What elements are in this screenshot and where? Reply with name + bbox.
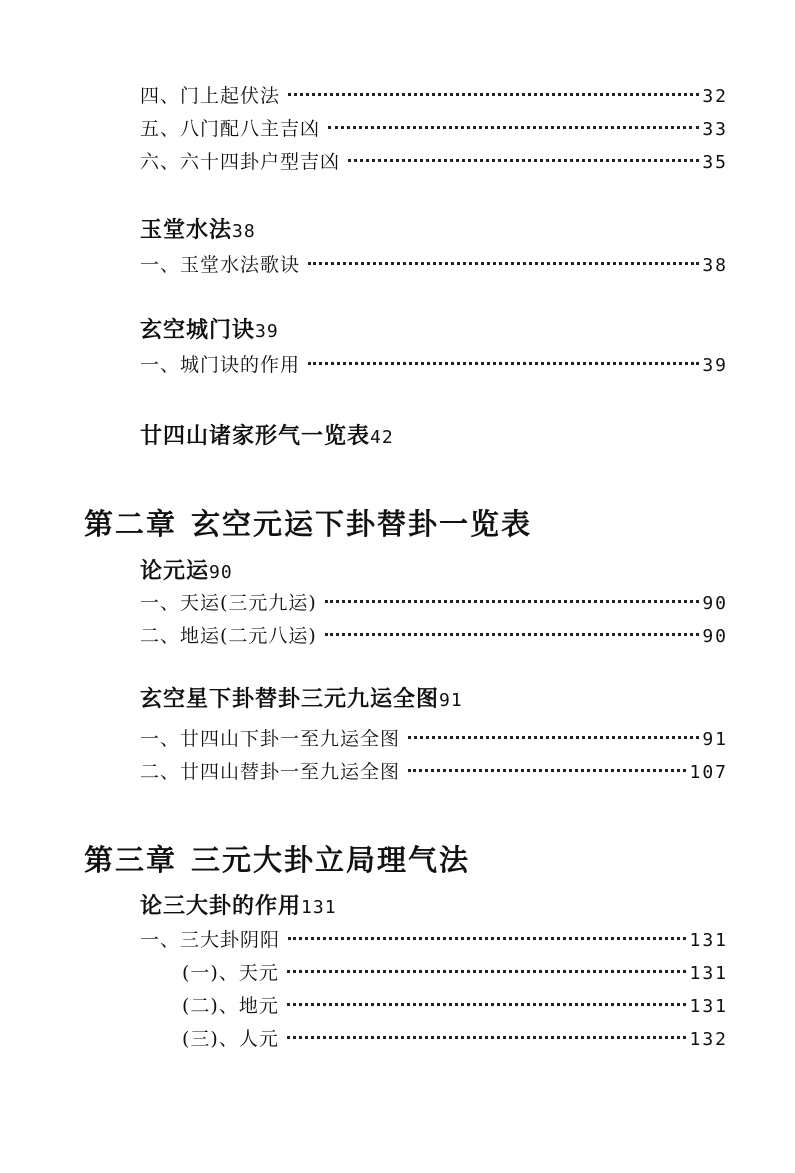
section-title: 玄空星下卦替卦三元九运全图 — [140, 687, 440, 712]
entry-label: 一、玉堂水法歌诀 — [140, 254, 301, 276]
toc-entry[interactable] — [140, 928, 728, 953]
chapter-title: 三元大卦立局理气法 — [191, 843, 471, 877]
section-page-number: 39 — [255, 321, 279, 342]
entry-label: (一)、天元 — [182, 962, 279, 984]
entry-label: 一、城门诀的作用 — [140, 354, 301, 376]
dot-leader — [287, 1003, 687, 1006]
section-page-number: 38 — [232, 221, 256, 242]
entry-label: 四、门上起伏法 — [140, 85, 281, 107]
toc-section-heading[interactable] — [140, 557, 233, 588]
entry-page-number: 90 — [702, 593, 728, 614]
chapter-heading[interactable] — [84, 504, 532, 544]
dot-leader — [325, 600, 699, 603]
toc-entry[interactable] — [140, 117, 728, 142]
section-title: 廿四山诸家形气一览表 — [140, 424, 371, 449]
entry-label: 一、天运(三元九运) — [140, 592, 317, 614]
toc-section-heading[interactable] — [140, 216, 256, 247]
section-page-number: 131 — [301, 897, 337, 918]
toc-section-heading[interactable] — [140, 685, 463, 716]
toc-entry[interactable] — [140, 84, 728, 109]
dot-leader — [408, 736, 699, 739]
toc-section-heading[interactable] — [140, 422, 394, 453]
chapter-heading[interactable] — [84, 840, 470, 880]
entry-page-number: 90 — [702, 626, 728, 647]
section-title: 论元运 — [140, 559, 210, 584]
dot-leader — [308, 262, 699, 265]
dot-leader — [328, 126, 699, 129]
entry-page-number: 39 — [702, 355, 728, 376]
section-title: 玄空城门诀 — [140, 318, 256, 343]
dot-leader — [308, 362, 699, 365]
toc-entry[interactable] — [140, 624, 728, 649]
toc-section-heading[interactable] — [140, 892, 337, 923]
entry-page-number: 38 — [702, 255, 728, 276]
entry-label: (三)、人元 — [182, 1028, 279, 1050]
section-page-number: 42 — [370, 427, 394, 448]
entry-page-number: 33 — [702, 119, 728, 140]
chapter-number: 第二章 — [84, 507, 178, 541]
dot-leader — [325, 633, 699, 636]
toc-entry[interactable] — [140, 727, 728, 752]
entry-page-number: 91 — [702, 729, 728, 750]
toc-section-heading[interactable] — [140, 316, 279, 347]
dot-leader — [288, 937, 686, 940]
toc-entry[interactable] — [140, 150, 728, 175]
entry-label: 二、廿四山替卦一至九运全图 — [140, 761, 401, 783]
section-title: 论三大卦的作用 — [140, 894, 302, 919]
dot-leader — [348, 159, 699, 162]
toc-entry[interactable] — [140, 353, 728, 378]
entry-label: (二)、地元 — [182, 995, 279, 1017]
section-title: 玉堂水法 — [140, 218, 233, 243]
dot-leader — [287, 1036, 687, 1039]
entry-page-number: 35 — [702, 152, 728, 173]
entry-page-number: 131 — [689, 963, 728, 984]
dot-leader — [408, 769, 686, 772]
entry-page-number: 131 — [689, 996, 728, 1017]
entry-label: 一、三大卦阴阳 — [140, 929, 281, 951]
section-page-number: 90 — [209, 562, 233, 583]
entry-label: 二、地运(二元八运) — [140, 625, 317, 647]
entry-page-number: 107 — [689, 762, 728, 783]
section-page-number: 91 — [439, 690, 463, 711]
dot-leader — [288, 93, 699, 96]
dot-leader — [287, 970, 687, 973]
entry-label: 六、六十四卦户型吉凶 — [140, 151, 341, 173]
toc-entry[interactable] — [182, 961, 728, 986]
toc-entry[interactable] — [140, 760, 728, 785]
chapter-number: 第三章 — [84, 843, 178, 877]
entry-page-number: 32 — [702, 86, 728, 107]
entry-page-number: 132 — [689, 1029, 728, 1050]
toc-entry[interactable] — [182, 1027, 728, 1052]
entry-label: 五、八门配八主吉凶 — [140, 118, 321, 140]
entry-page-number: 131 — [689, 930, 728, 951]
toc-entry[interactable] — [182, 994, 728, 1019]
entry-label: 一、廿四山下卦一至九运全图 — [140, 728, 401, 750]
toc-entry[interactable] — [140, 591, 728, 616]
toc-entry[interactable] — [140, 253, 728, 278]
chapter-title: 玄空元运下卦替卦一览表 — [191, 507, 533, 541]
